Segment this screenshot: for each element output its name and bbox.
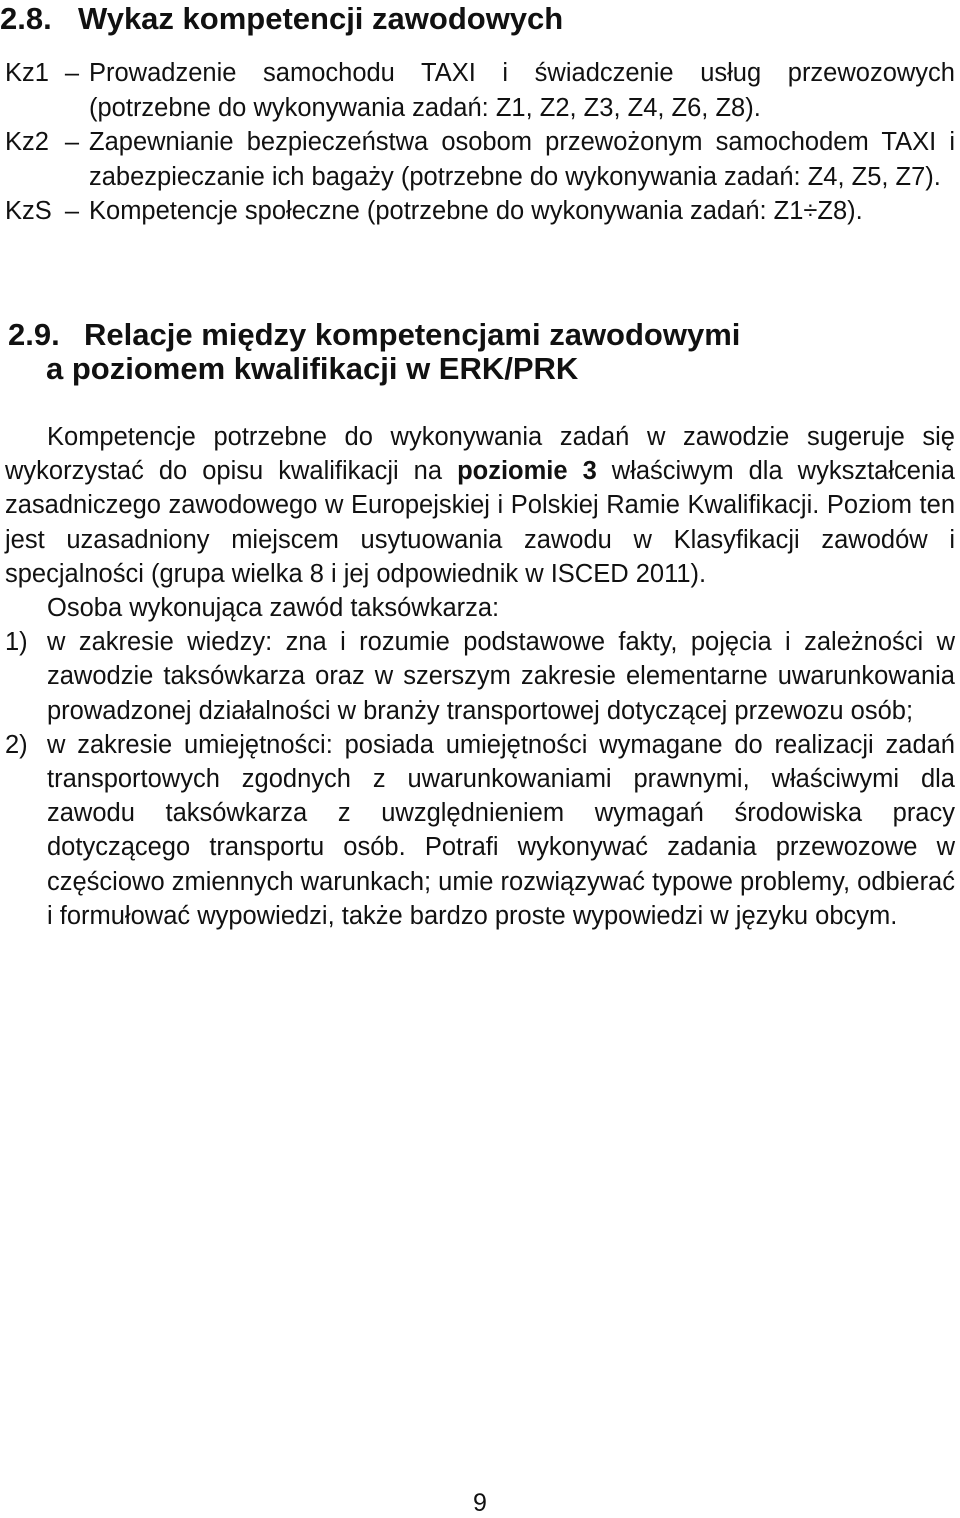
section-2-9-body: [5, 420, 955, 933]
competency-item-kz1: [5, 56, 955, 125]
paragraph-text-start: Kompetencje potrzebne do wykonywania zadań w zawodzie sugeruje się wykorzystać do opisu kwalifikacji na: [5, 423, 955, 486]
list-item-text: w zakresie wiedzy: zna i rozumie podstawowe fakty, pojęcia i zależności w zawodzie taksówkarza oraz w szerszym zakresie elementarne uwarunkowania prowadzonej działalności w branży transportowej dotyczącej przewozu osób;: [47, 628, 955, 725]
list-item-text: w zakresie umiejętności: posiada umiejętności wymagane do realizacji zadań transportowych zgodnych z uwarunkowaniami prawnymi, właściwymi dla zawodu taksówkarza z uwzględnieniem wymagań środowiska pracy dotyczącego transportu osób. Potrafi wykonywać zadania przewozowe w częściowo zmiennych warunkach; umie rozwiązywać typowe problemy, odbierać i formułować wypowiedzi, także bardzo proste wypowiedzi w języku obcym.: [47, 730, 955, 930]
qualification-level-emphasis: poziomie 3: [457, 457, 597, 486]
section-2-8-heading: [0, 0, 563, 38]
list-marker: 2): [5, 730, 28, 759]
profession-intro: Osoba wykonująca zawód taksówkarza:: [47, 594, 500, 623]
competency-text: Kompetencje społeczne (potrzebne do wykonywania zadań: Z1÷Z8).: [89, 197, 863, 225]
qualification-level-paragraph: [5, 420, 955, 591]
section-title-line-2: a poziomem kwalifikacji w ERK/PRK: [46, 351, 579, 386]
section-number: 2.9.: [8, 317, 60, 352]
competency-code: KzS: [5, 197, 52, 225]
competency-dash: –: [64, 128, 80, 156]
section-2-9-heading: [8, 318, 740, 386]
competency-code: Kz2: [5, 128, 49, 156]
competency-code: Kz1: [5, 59, 49, 87]
competency-item-kz2: [5, 125, 955, 194]
competency-text: Zapewnianie bezpieczeństwa osobom przewożonym samochodem TAXI i zabezpieczanie ich bagaży (potrzebne do wykonywania zadań: Z4, Z5, Z7).: [89, 128, 955, 191]
list-marker: 1): [5, 628, 28, 657]
competency-list: [5, 56, 955, 229]
paragraph-text-end: właściwym dla wykształcenia zasadniczego zawodowego w Europejskiej i Polskiej Ramie Kwalifikacji. Poziom ten jest uzasadniony miejscem usytuowania zawodu w Klasyfikacji zawodów i specjalności (grupa wielka 8 i jej odpowiednik w ISCED 2011).: [5, 457, 955, 588]
section-title-line-1: Relacje między kompetencjami zawodowymi: [84, 317, 741, 352]
competency-dash: –: [64, 197, 80, 225]
learning-outcome-knowledge: [5, 625, 955, 728]
competency-text: Prowadzenie samochodu TAXI i świadczenie usług przewozowych (potrzebne do wykonywania zadań: Z1, Z2, Z3, Z4, Z6, Z8).: [89, 59, 955, 122]
competency-dash: –: [64, 59, 80, 87]
learning-outcome-skills: [5, 728, 955, 933]
section-title: Wykaz kompetencji zawodowych: [78, 1, 564, 36]
page-number: 9: [473, 1489, 487, 1517]
learning-outcomes-list: [5, 625, 955, 933]
section-number: 2.8.: [0, 1, 52, 36]
competency-item-kzs: [5, 194, 955, 229]
